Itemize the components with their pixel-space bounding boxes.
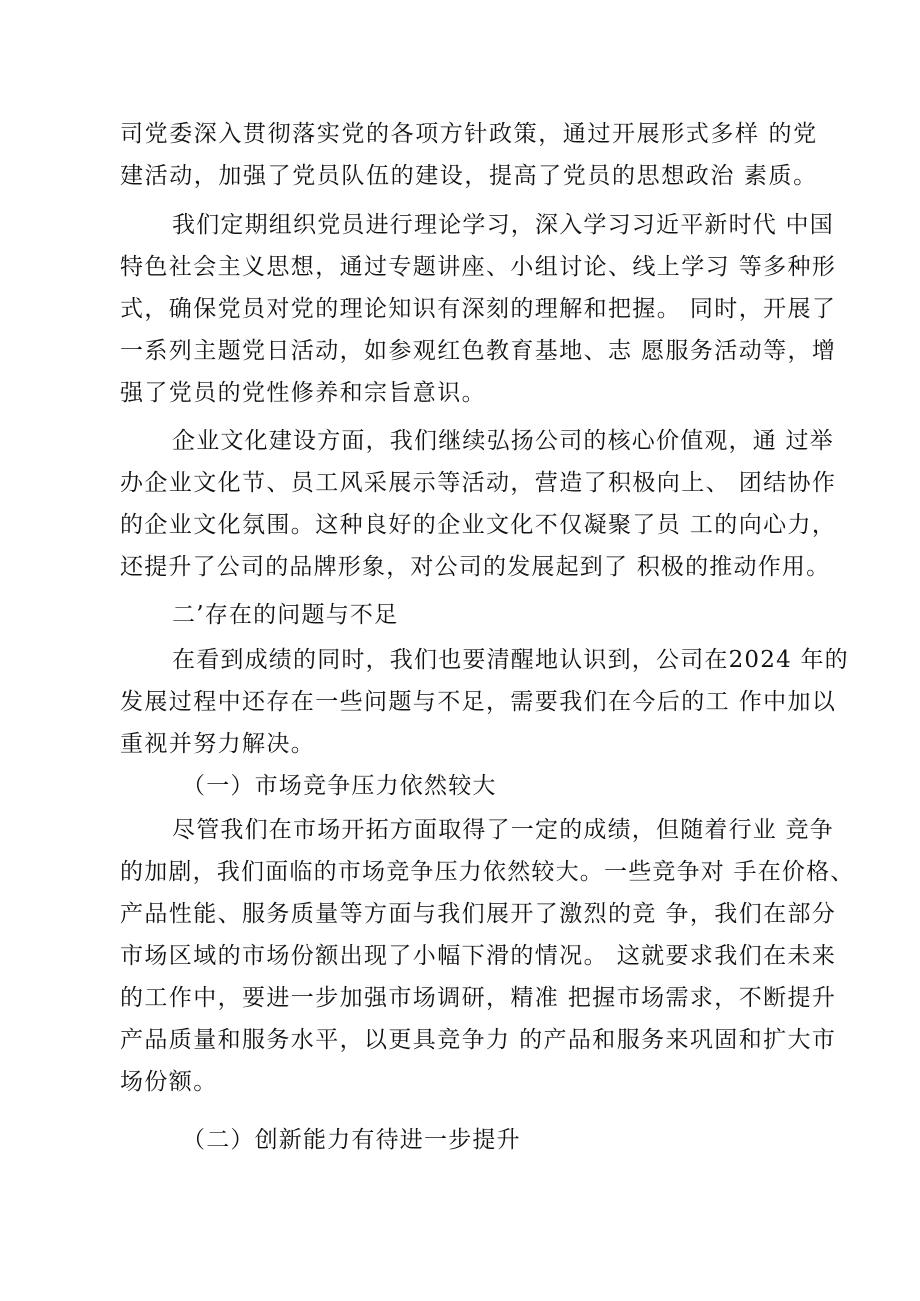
text-line-2: 建活动，加强了党员队伍的建设，提高了党员的思想政治 素质。 xyxy=(120,163,818,189)
text-line-4: 特色社会主义思想，通过专题讲座、小组讨论、线上学习 等多种形 xyxy=(120,254,837,280)
text-line-22: 产品质量和服务水平，以更具竞争力 的产品和服务来巩固和扩大市 xyxy=(120,1027,837,1053)
text-line-7: 强了党员的党性修养和宗旨意识。 xyxy=(120,380,486,406)
text-line-15: 重视并努力解决。 xyxy=(120,731,316,757)
text-line-14: 发展过程中还存在一些问题与不足，需要我们在今后的工 作中加以 xyxy=(120,689,837,715)
text-line-13: 在看到成绩的同时，我们也要清醒地认识到，公司在2024 年的 xyxy=(172,647,849,673)
text-line-21: 的工作中，要进一步加强市场调研，精准 把握市场需求，不断提升 xyxy=(120,985,837,1011)
text-line-1: 司党委深入贯彻落实党的各项方针政策，通过开展形式多样 的党 xyxy=(120,121,818,147)
text-line-17: 尽管我们在市场开拓方面取得了一定的成绩，但随着行业 竞争 xyxy=(172,817,834,843)
text-line-8: 企业文化建设方面，我们继续弘扬公司的核心价值观，通 过举 xyxy=(172,428,834,454)
text-line-20: 市场区域的市场份额出现了小幅下滑的情况。 这就要求我们在未来 xyxy=(120,943,837,969)
text-line-18: 的加剧，我们面临的市场竞争压力依然较大。一些竞争对 手在价格、 xyxy=(120,859,855,885)
text-line-19: 产品性能、服务质量等方面与我们展开了激烈的竞 争，我们在部分 xyxy=(120,901,837,927)
subheading-2: （二）创新能力有待进一步提升 xyxy=(182,1127,521,1153)
text-line-3: 我们定期组织党员进行理论学习，深入学习习近平新时代 中国 xyxy=(172,212,834,238)
text-line-6: 一系列主题党日活动，如参观红色教育基地、志 愿服务活动等，增 xyxy=(120,338,837,364)
text-line-23: 场份额。 xyxy=(120,1069,218,1095)
text-line-11: 还提升了公司的品牌形象，对公司的发展起到了 积极的推动作用。 xyxy=(120,554,831,580)
text-line-5: 式，确保党员对党的理论知识有深刻的理解和把握。 同时，开展了 xyxy=(120,296,837,322)
text-line-10: 的企业文化氛围。这种良好的企业文化不仅凝聚了员 工的向心力， xyxy=(120,512,837,538)
subheading-1: （一）市场竞争压力依然较大 xyxy=(182,773,497,799)
text-line-9: 办企业文化节、员工风采展示等活动，营造了积极向上、 团结协作 xyxy=(120,470,837,496)
section-heading-2: 二’存在的问题与不足 xyxy=(172,602,399,628)
